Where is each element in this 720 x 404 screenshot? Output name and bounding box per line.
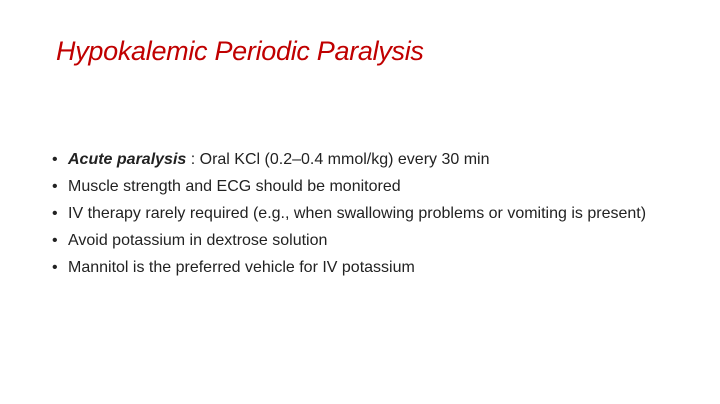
bullet-text: Mannitol is the preferred vehicle for IV potassium bbox=[68, 259, 415, 276]
bullet-dot-icon: • bbox=[52, 232, 58, 249]
bullet-emphasis: Acute paralysis bbox=[68, 151, 187, 168]
slide-title: Hypokalemic Periodic Paralysis bbox=[56, 36, 424, 66]
bullet-text: : Oral KCl (0.2–0.4 mmol/kg) every 30 min bbox=[186, 151, 490, 168]
bullet-item bbox=[52, 231, 672, 251]
bullet-text: Muscle strength and ECG should be monitored bbox=[68, 178, 401, 195]
bullet-item bbox=[52, 150, 672, 170]
bullet-dot-icon: • bbox=[52, 205, 58, 222]
bullet-dot-icon: • bbox=[52, 178, 58, 195]
bullet-item bbox=[52, 204, 672, 224]
bullet-dot-icon: • bbox=[52, 259, 58, 276]
bullet-text: IV therapy rarely required (e.g., when swallowing problems or vomiting is present) bbox=[68, 205, 647, 222]
bullet-item bbox=[52, 258, 672, 278]
bullet-text: Avoid potassium in dextrose solution bbox=[68, 232, 328, 249]
bullet-list bbox=[52, 150, 672, 285]
bullet-item bbox=[52, 177, 672, 197]
bullet-dot-icon: • bbox=[52, 151, 58, 168]
